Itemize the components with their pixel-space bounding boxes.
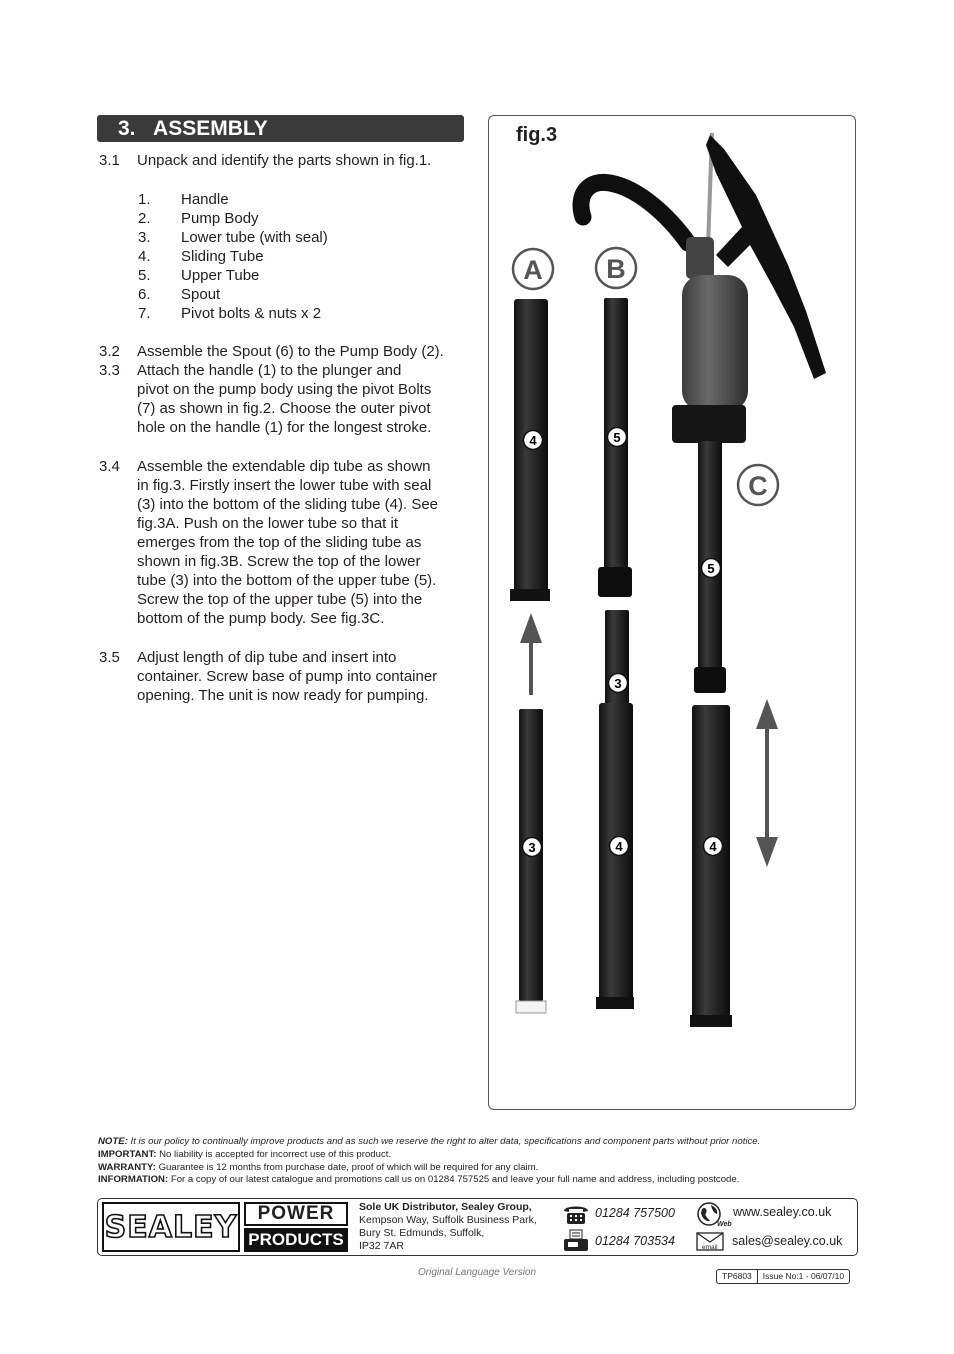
step-text <box>137 457 467 628</box>
language-note: Original Language Version <box>418 1267 537 1278</box>
logo-text: SEALEY <box>104 1209 238 1245</box>
callout-label: 3 <box>614 676 622 691</box>
list-item-number: 1. <box>138 191 151 208</box>
callout-label: 4 <box>615 839 623 854</box>
document-code <box>716 1269 850 1284</box>
text-line: fig.3A. Push on the lower tube so that it <box>137 515 398 532</box>
phone-icon <box>562 1203 590 1225</box>
step-number: 3.2 <box>99 343 120 360</box>
information-label: INFORMATION: <box>98 1174 169 1186</box>
list-item: Sliding Tube <box>181 248 264 265</box>
list-item: Upper Tube <box>181 267 260 284</box>
tube-end <box>596 997 634 1009</box>
important-text: No liability is accepted for incorrect use of this product. <box>159 1148 392 1160</box>
important-line <box>98 1149 858 1162</box>
text-line: (3) into the bottom of the sliding tube (4). See <box>137 496 439 513</box>
list-item-number: 2. <box>138 210 151 227</box>
pump-base-nut <box>672 405 746 443</box>
phone-number[interactable]: 01284 757500 <box>595 1206 675 1220</box>
list-item-number: 4. <box>138 248 151 265</box>
legal-notes <box>98 1136 858 1187</box>
sliding-tube <box>692 705 730 1021</box>
tube-seal <box>516 1001 546 1013</box>
section-number: 3. <box>118 117 136 140</box>
arrow-up-icon <box>520 613 542 643</box>
callout-label: 5 <box>613 430 621 445</box>
list-item: Spout <box>181 286 221 303</box>
tube-coupler <box>598 567 632 597</box>
callout-label: 4 <box>529 433 537 448</box>
list-item: Pump Body <box>181 210 259 227</box>
distributor-name: Sole UK Distributor, Sealey Group, <box>359 1201 532 1213</box>
information-line <box>98 1174 858 1187</box>
section-title: ASSEMBLY <box>153 117 268 140</box>
tube-end <box>690 1015 732 1027</box>
list-item-number: 5. <box>138 267 151 284</box>
fax-icon <box>562 1229 590 1253</box>
text-line: container. Screw base of pump into container <box>137 668 438 685</box>
step-letter-a: A <box>523 255 543 285</box>
list-item-number: 6. <box>138 286 151 303</box>
distributor-address <box>359 1201 537 1253</box>
text-line: hole on the handle (1) for the longest stroke. <box>137 419 432 436</box>
pump-head <box>686 237 714 279</box>
step-number: 3.3 <box>99 362 120 379</box>
note-label: NOTE: <box>98 1136 128 1147</box>
product-code: TP6803 <box>722 1271 752 1281</box>
web-icon-label: Web <box>717 1221 732 1228</box>
email-link[interactable]: sales@sealey.co.uk <box>732 1234 843 1248</box>
warranty-line <box>98 1162 858 1175</box>
step-text: Assemble the Spout (6) to the Pump Body (2). <box>137 343 444 360</box>
text-line: shown in fig.3B. Screw the top of the lower <box>137 553 421 570</box>
callout-label: 3 <box>528 840 536 855</box>
list-item: Pivot bolts & nuts x 2 <box>181 305 322 322</box>
address-line: Bury St. Edmunds, Suffolk, <box>359 1227 485 1239</box>
text-line: pivot on the pump body using the pivot Bolts <box>137 381 432 398</box>
text-line: emerges from the top of the sliding tube as <box>137 534 422 551</box>
spout <box>581 182 688 243</box>
text-line: bottom of the pump body. See fig.3C. <box>137 610 385 627</box>
step-letter-c: C <box>748 471 768 501</box>
step-text <box>137 648 467 705</box>
text-line: tube (3) into the bottom of the upper tube (5). <box>137 572 437 589</box>
list-item-number: 3. <box>138 229 151 246</box>
callout-label: 4 <box>709 839 717 854</box>
web-globe-icon <box>696 1201 730 1228</box>
list-item: Lower tube (with seal) <box>181 229 328 246</box>
assembly-step-b <box>596 248 636 1009</box>
text-line: (7) as shown in fig.2. Choose the outer pivot <box>137 400 431 417</box>
text-line: Attach the handle (1) to the plunger and <box>137 362 402 379</box>
figure-title: fig.3 <box>516 124 558 146</box>
text-line: in fig.3. Firstly insert the lower tube with seal <box>137 477 432 494</box>
callout-label: 5 <box>707 561 715 576</box>
issue-number: Issue No:1 - 06/07/10 <box>757 1270 849 1283</box>
warranty-text: Guarantee is 12 months from purchase date, proof of which will be required for any claim. <box>158 1161 539 1173</box>
text-line: Assemble the extendable dip tube as shown <box>137 458 431 475</box>
address-line: IP32 7AR <box>359 1240 404 1252</box>
step-number: 3.1 <box>99 152 120 169</box>
fax-number[interactable]: 01284 703534 <box>595 1234 675 1248</box>
section-heading <box>118 115 268 142</box>
figure-illustration <box>488 115 856 1110</box>
step-number: 3.4 <box>99 458 120 475</box>
address-line: Kempson Way, Suffolk Business Park, <box>359 1214 537 1226</box>
list-item-number: 7. <box>138 305 151 322</box>
step-text: Unpack and identify the parts shown in fig.1. <box>137 152 432 169</box>
products-logo: PRODUCTS <box>244 1228 348 1252</box>
step-letter-b: B <box>606 254 626 284</box>
power-logo: POWER <box>244 1202 348 1226</box>
email-icon-label: email <box>702 1244 718 1251</box>
information-text: For a copy of our latest catalogue and promotions call us on 01284 757525 and leave your full name and address, including postcode. <box>170 1174 740 1186</box>
arrow-up-icon <box>756 699 778 729</box>
step-text <box>137 361 467 437</box>
warranty-label: WARRANTY: <box>98 1161 156 1173</box>
sealey-logo <box>102 1202 240 1252</box>
tube-end <box>510 589 550 601</box>
text-line: Screw the top of the upper tube (5) into the <box>137 591 423 608</box>
pump-body <box>682 275 748 411</box>
text-line: opening. The unit is now ready for pumping. <box>137 687 429 704</box>
list-item: Handle <box>181 191 229 208</box>
text-line: Adjust length of dip tube and insert into <box>137 649 397 666</box>
website-link[interactable]: www.sealey.co.uk <box>733 1205 832 1219</box>
email-envelope-icon <box>696 1232 724 1251</box>
note-text: It is our policy to continually improve products and as such we reserve the right to alter data, specifications and component parts without prior notice. <box>130 1136 761 1147</box>
step-number: 3.5 <box>99 649 120 666</box>
important-label: IMPORTANT: <box>98 1148 157 1160</box>
note-line <box>98 1136 858 1149</box>
assembly-step-a <box>510 249 553 1013</box>
tube-coupler <box>694 667 726 693</box>
upper-tube <box>698 441 722 671</box>
arrow-down-icon <box>756 837 778 867</box>
